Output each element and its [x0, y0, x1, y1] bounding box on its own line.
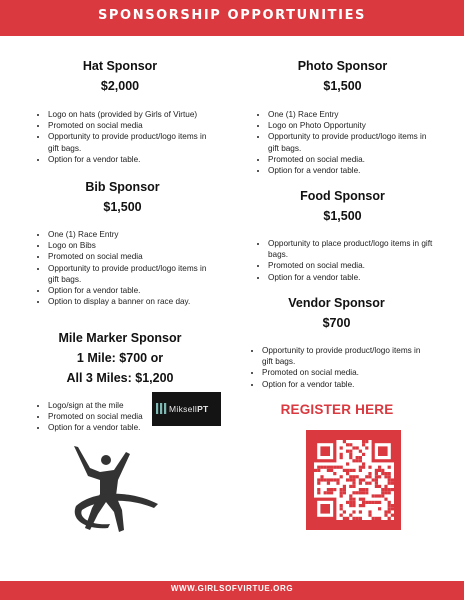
list-item: • Opportunity to provide product/logo items in gift bags. [262, 345, 429, 367]
list-item: • Option for a vendor table. [48, 422, 173, 433]
miksell-pt-logo [152, 392, 221, 426]
list-item: • Logo on Bibs [48, 240, 215, 251]
vendor-sponsor-price: $700 [322, 316, 351, 330]
food-sponsor-benefits [250, 238, 435, 283]
food-sponsor-price: $1,500 [323, 209, 362, 223]
photo-sponsor-section [250, 56, 435, 176]
list-item: • Option for a vendor table. [268, 165, 435, 176]
list-item: • Option for a vendor table. [262, 379, 429, 390]
photo-sponsor-title: Photo Sponsor [297, 59, 388, 73]
list-item: • Logo/sign at the mile [48, 400, 173, 411]
list-item: • Promoted on social media. [262, 367, 429, 378]
hat-sponsor-title: Hat Sponsor [82, 59, 158, 73]
page-title: SPONSORSHIP OPPORTUNITIES [97, 8, 367, 23]
list-item: • Opportunity to provide product/logo items in gift bags. [48, 263, 215, 285]
list-item: • Logo on Photo Opportunity [268, 120, 435, 131]
list-item: • Promoted on social media. [268, 154, 435, 165]
mile-marker-price-one: 1 Mile: $700 or [76, 351, 164, 365]
vendor-sponsor-title: Vendor Sponsor [288, 296, 385, 310]
list-item: • Promoted on social media. [268, 260, 435, 271]
hat-sponsor-price: $2,000 [100, 79, 140, 93]
list-item: • Promoted on social media [48, 120, 210, 131]
photo-sponsor-price: $1,500 [323, 79, 362, 93]
register-here-link[interactable]: REGISTER HERE [280, 402, 394, 417]
list-item: • Option to display a banner on race day. [48, 296, 215, 307]
list-item: • Option for a vendor table. [48, 154, 210, 165]
bib-sponsor-price: $1,500 [103, 200, 142, 214]
list-item: • Opportunity to provide product/logo items in gift bags. [268, 131, 435, 153]
bib-sponsor-section [30, 177, 215, 307]
website-link[interactable]: WWW.GIRLSOFVIRTUE.ORG [170, 584, 294, 593]
logo-name: Miksell [169, 404, 198, 414]
mile-marker-price-all: All 3 Miles: $1,200 [66, 371, 174, 385]
list-item: • Promoted on social media [48, 411, 173, 422]
list-item: • Option for a vendor table. [48, 285, 215, 296]
vendor-sponsor-section [244, 293, 429, 390]
miksell-logo-mark-icon [156, 402, 167, 415]
logo-suffix: PT [197, 404, 209, 414]
list-item: • One (1) Race Entry [268, 109, 435, 120]
qr-code-icon [314, 440, 394, 520]
list-item: • Promoted on social media [48, 251, 215, 262]
list-item: • Opportunity to place product/logo items in gift bags. [268, 238, 435, 260]
hat-sponsor-benefits [30, 109, 210, 165]
food-sponsor-section [250, 186, 435, 283]
bib-sponsor-benefits [30, 229, 215, 307]
vendor-sponsor-benefits [244, 345, 429, 390]
logo-text [169, 404, 209, 414]
mile-marker-sponsor-title: Mile Marker Sponsor [58, 331, 182, 345]
list-item: • Logo on hats (provided by Girls of Virtue) [48, 109, 210, 120]
list-item: • One (1) Race Entry [48, 229, 215, 240]
list-item: • Option for a vendor table. [268, 272, 435, 283]
hat-sponsor-section [30, 56, 210, 165]
list-item: • Opportunity to provide product/logo items in gift bags. [48, 131, 210, 153]
photo-sponsor-benefits [250, 109, 435, 176]
bib-sponsor-title: Bib Sponsor [85, 180, 160, 194]
runner-finish-line-icon [70, 446, 162, 538]
qr-code[interactable] [306, 430, 401, 530]
food-sponsor-title: Food Sponsor [300, 189, 385, 203]
